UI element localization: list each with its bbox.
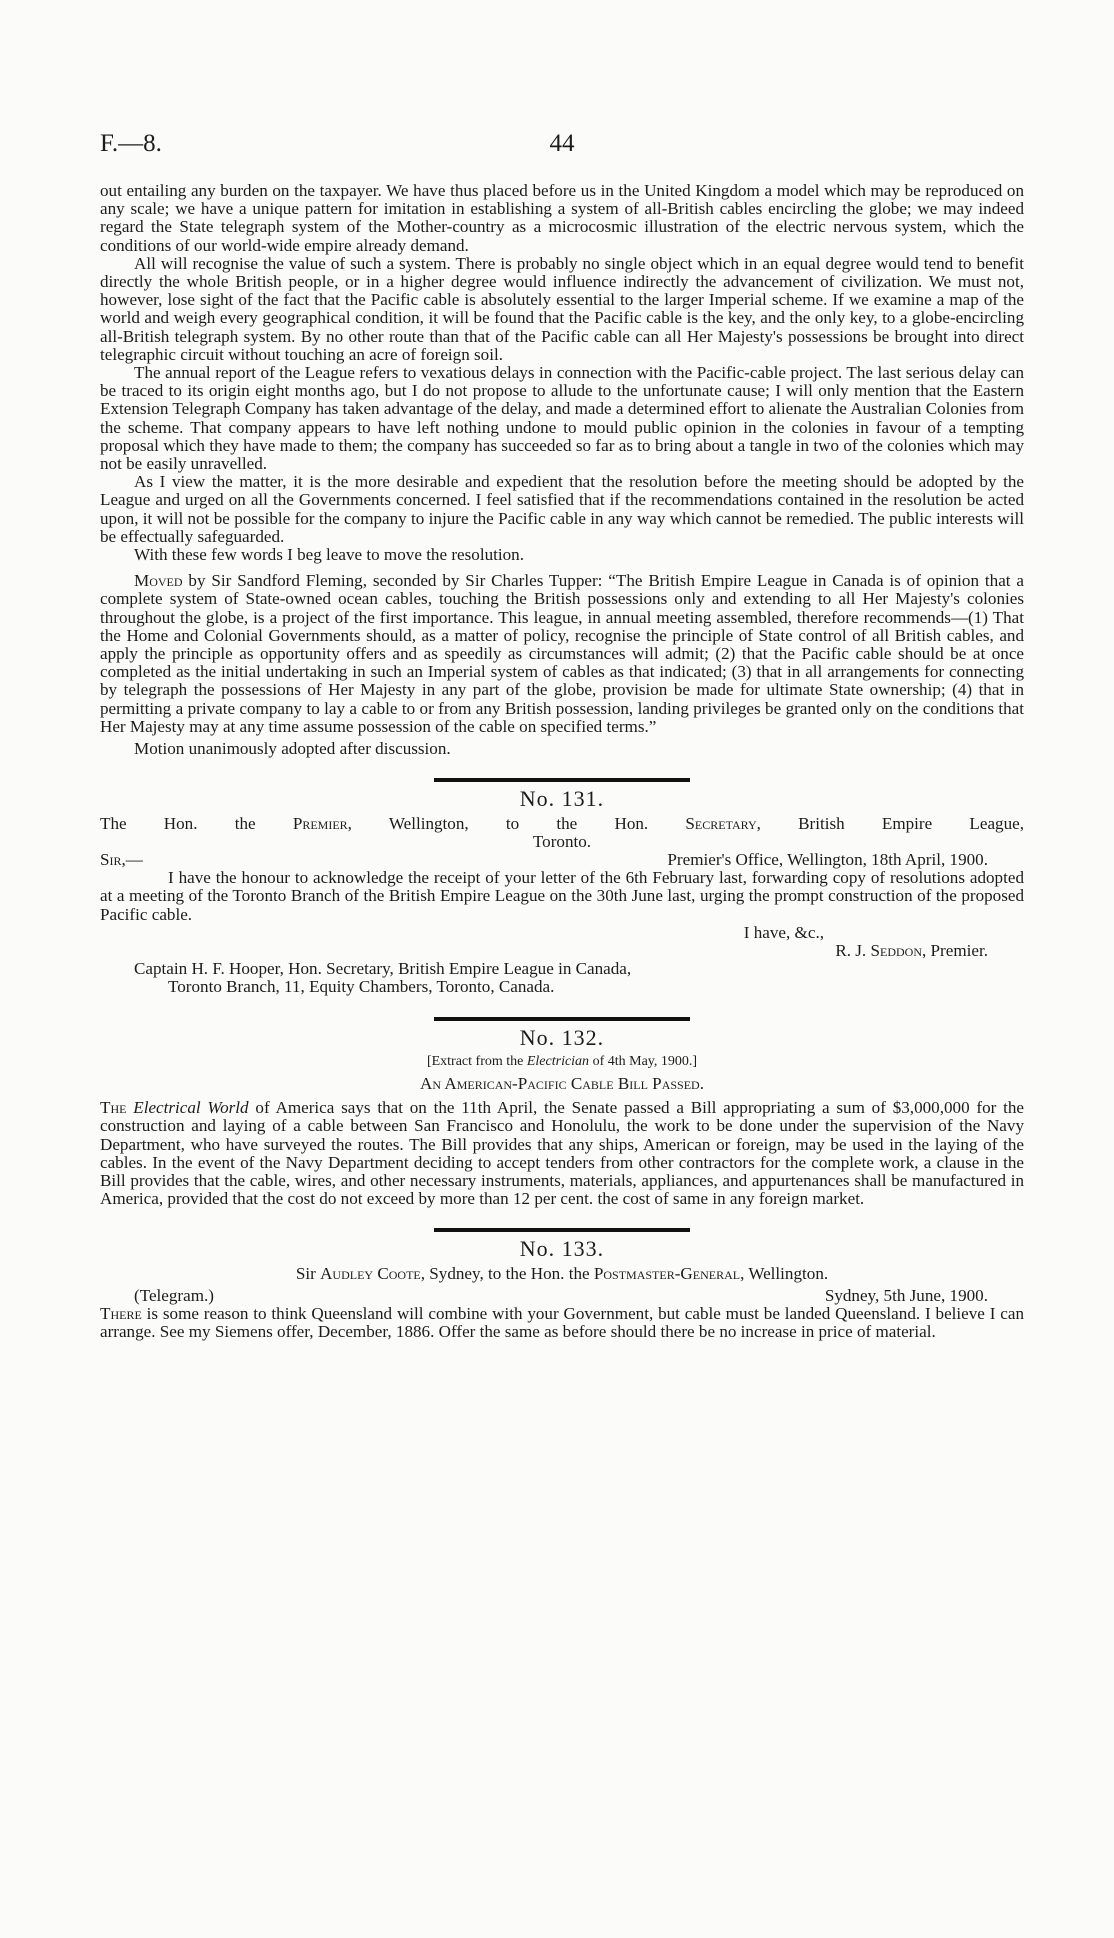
telegram-label: (Telegram.) xyxy=(134,1285,214,1305)
extract-part: of 4th May, 1900.] xyxy=(589,1053,698,1069)
telegram-lead: There xyxy=(100,1303,142,1323)
letter-body: I have the honour to acknowledge the receipt of your letter of the 6th February last, forwarding copy of resolutions adopted at a meeting of the Toronto Branch of the British Empire League on the 30th June last, urging the prompt construction of the proposed Pacific cable. xyxy=(100,868,1024,924)
motion-result: Motion unanimously adopted after discussion. xyxy=(134,739,451,759)
signature-initials: R. J. xyxy=(835,940,871,960)
letter-address xyxy=(100,815,1024,833)
telegram-body xyxy=(100,1305,1024,1341)
letter-dateline: Premier's Office, Wellington, 18th April, 1900. xyxy=(667,849,988,869)
address-title-premier: Premier xyxy=(292,813,348,833)
address-sender: Audley Coote xyxy=(320,1263,421,1283)
article-lead: The xyxy=(100,1098,127,1118)
signature-name: Seddon xyxy=(870,940,922,960)
letter-signature xyxy=(100,942,1024,960)
telegram-dateline: Sydney, 5th June, 1900. xyxy=(824,1285,988,1305)
document-number-132: No. 132. xyxy=(519,1024,605,1050)
section-divider xyxy=(434,1017,690,1021)
address-part: , Sydney, to the Hon. the xyxy=(420,1263,594,1283)
article-journal: Electrical World xyxy=(133,1098,249,1118)
paragraph: As I view the matter, it is the more desirable and expedient that the resolution before the meeting should be adopted by the League and urged on all the Governments concerned. I feel satisfied that if the recommendations contained in the resolution be acted upon, it will not be possible for the company to injure the Pacific cable in any way which cannot be remedied. The public interests will be effectually safeguarded. xyxy=(100,472,1024,546)
document-number-133: No. 133. xyxy=(519,1236,605,1262)
paragraph: All will recognise the value of such a system. There is probably no single object which in an equal degree would tend to benefit directly the whole British people, or in a higher degree would influence indirectly the advancement of civilization. We must not, however, lose sight of the fact that the Pacific cable is absolutely essential to the larger Imperial scheme. If we examine a map of the world and weigh every geographical condition, it will be found that the Pacific cable is the key, and the only key, to a globe-encircling all-British telegraph system. By no other route than that of the Pacific cable can all Her Majesty's possessions be brought into direct telegraphic circuit without touching an acre of foreign soil. xyxy=(100,253,1024,364)
telegram-text: is some reason to think Queensland will combine with your Government, but cable must be landed Queensland. I believe I can arrange. See my Siemens offer, December, 1886. Offer the same as before should there be no increase in price of material. xyxy=(100,1303,1024,1342)
address-part: , Wellington, to the Hon. xyxy=(347,813,686,833)
signature-title: , Premier. xyxy=(922,940,988,960)
parliamentary-paper-reference: F.—8. xyxy=(100,130,162,157)
article-heading: An American-Pacific Cable Bill Passed. xyxy=(420,1073,704,1093)
paragraph-continued: out entailing any burden on the taxpayer. We have thus placed before us in the United Kingdom a model which may be reproduced on any scale; we have a unique pattern for imitation in establishing a system of all-British cables encircling the globe; we may indeed regard the State telegraph system of the Mother-country as a microcosmic illustration of the electric nervous system, which the conditions of our world-wide empire already demand. xyxy=(100,181,1024,255)
section-divider xyxy=(434,1228,690,1232)
document-body xyxy=(100,182,1024,1341)
address-part: , British Empire League, xyxy=(756,813,1024,833)
page-header xyxy=(100,130,1024,170)
address-part: , Wellington. xyxy=(740,1263,829,1283)
resolution-paragraph xyxy=(100,572,1024,736)
document-number-131: No. 131. xyxy=(519,786,605,812)
address-recipient: Postmaster-General xyxy=(593,1263,741,1283)
page-number: 44 xyxy=(549,130,575,157)
address-title-secretary: Secretary xyxy=(685,813,757,833)
paragraph: With these few words I beg leave to move the resolution. xyxy=(134,545,524,565)
section-divider xyxy=(434,778,690,782)
address-part: The Hon. the xyxy=(100,813,293,833)
address-part: Sir xyxy=(295,1263,321,1283)
letter-closing: I have, &c., xyxy=(743,922,824,942)
paragraph: The annual report of the League refers to vexatious delays in connection with the Pacific-cable project. The last serious delay can be traced to its origin eight months ago, but I do not propose to allude to the unfortunate cause; I will only mention that the Eastern Extension Telegraph Company has taken advantage of the delay, and made a determined effort to alienate the Australian Colonies from the scheme. That company appears to have left nothing undone to mould public opinion in the colonies in favour of a tempting proposal which they have made to them; the company has succeeded so far as to bring about a tangle in two of the colonies which may not be easily unravelled. xyxy=(100,363,1024,474)
salutation-row xyxy=(100,851,1024,869)
extract-journal: Electrician xyxy=(526,1053,590,1069)
salutation: Sir,— xyxy=(100,849,143,869)
extract-part: [Extract from the xyxy=(426,1053,527,1069)
letter-address-city: Toronto. xyxy=(532,831,592,851)
article-body xyxy=(100,1099,1024,1208)
telegram-row xyxy=(100,1287,1024,1305)
telegram-address xyxy=(100,1265,1024,1283)
article-text: of America says that on the 11th April, the Senate passed a Bill appropriating a sum of $3,000,000 for the construction and laying of a cable between San Francisco and Honolulu, the work to be done under the supervision of the Navy Department, who have surveyed the routes. The Bill provides that any ships, American or foreign, may be used in the laying of the cables. In the event of the Navy Department deciding to accept tenders from other contractors for the complete work, a clause in the Bill provides that the cable, wires, and other necessary instruments, materials, appliances, and appurtenances shall be manufactured in America, provided that the cost do not exceed by more than 12 per cent. the cost of same in any foreign market. xyxy=(100,1098,1025,1209)
extract-source xyxy=(100,1053,1024,1071)
resolution-text: by Sir Sandford Fleming, seconded by Sir Charles Tupper: “The British Empire League in Canada is of opinion that a complete system of State-owned ocean cables, touching the British possessions only and extending to all Her Majesty's colonies throughout the globe, is a project of the first importance. This league, in annual meeting assembled, therefore recommends—(1) That the Home and Colonial Governments should, as a matter of policy, recognise the principle of State control of all British cables, and apply the principle as opportunity offers and as speedily as circumstances will admit; (2) that the Pacific cable should be at once completed as the initial undertaking in such an Imperial system of cables as that indicated; (3) that in all arrangements for connecting by telegraph the possessions of Her Majesty in any part of the globe, provision be made for ultimate State ownership; (4) that in permitting a private company to lay a cable to or from any British possession, landing privileges be granted only on the conditions that Her Majesty may at any time assume possession of the cable on specified terms.” xyxy=(100,571,1024,736)
recipient-line: Toronto Branch, 11, Equity Chambers, Toronto, Canada. xyxy=(168,977,555,997)
recipient-line: Captain H. F. Hooper, Hon. Secretary, British Empire League in Canada, xyxy=(134,959,632,979)
moved-lead: Moved xyxy=(134,571,183,591)
